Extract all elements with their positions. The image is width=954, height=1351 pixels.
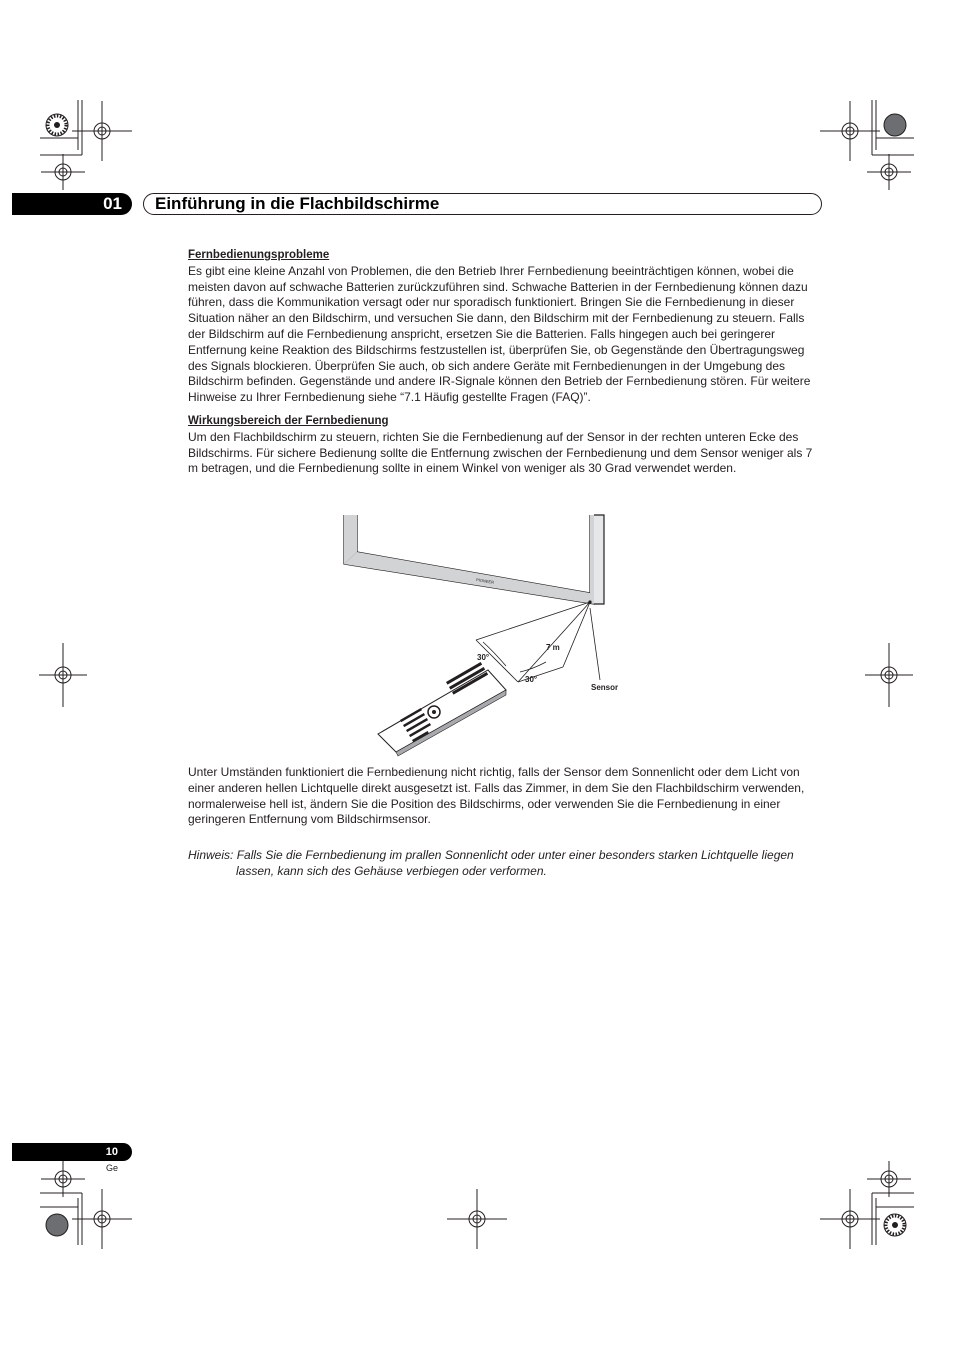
remote-control-illustration [378, 662, 506, 756]
language-code: Ge [106, 1163, 119, 1173]
remote-range-diagram [188, 512, 824, 762]
brand-logo: PIONEER [475, 577, 495, 585]
page-number: 10 [12, 1143, 132, 1161]
sunlight-paragraph: Unter Umständen funktioniert die Fernbedienung nicht richtig, falls der Sensor dem Sonnenlicht oder dem Licht von einer anderen hellen Lichtquelle direkt ausgesetzt ist. Falls das Zimmer, in dem Sie den Flachbildschirm verwenden, normalerweise hell ist, ändern Sie die Position des Bildschirms, oder verwenden Sie die Fernbedienung in einer geringeren Entfernung vom Bildschirmsensor. [188, 765, 805, 827]
note-text: Falls Sie die Fernbedienung im prallen Sonnenlicht oder unter einer besonders starken Lichtquelle liegen lassen, kann sich des Gehäuse verbiegen oder verformen. [236, 848, 794, 878]
angle-label-right: 30° [525, 675, 538, 684]
chapter-number: 01 [12, 193, 132, 215]
main-content [188, 248, 824, 477]
angle-label-left: 30° [477, 653, 490, 662]
chapter-title: Einführung in die Flachbildschirme [155, 194, 440, 213]
sensor-label: Sensor [591, 683, 619, 692]
section-heading-remote-problems: Fernbedienungsprobleme [188, 249, 330, 261]
note-label: Hinweis: [188, 848, 234, 862]
section-body-remote-range: Um den Flachbildschirm zu steuern, richten Sie die Fernbedienung auf der Sensor in der rechten unteren Ecke des Bildschirms. Für sichere Bedienung sollte die Entfernung zwischen der Fernbedienung und dem Sensor weniger als 7 m betragen, und die Fernbedienung sollte in einem Winkel von weniger als 30 Grad verwendet werden. [188, 429, 813, 476]
section-heading-remote-range: Wirkungsbereich der Fernbedienung [188, 414, 389, 427]
note [188, 848, 824, 880]
section-body-remote-problems: Es gibt eine kleine Anzahl von Problemen, die den Betrieb Ihrer Fernbedienung beeinträchtigen können, wobei die meisten davon auf schwache Batterien zurückzuführen sind. Schwache Batterien in der Fernbedienung können dazu führen, dass die Kommunikation versagt oder nur sporadisch funktioniert. Bringen Sie die Fernbedienung in dieser Situation näher an den Bildschirm, und versuchen Sie dann, den Bildschirm mit der Fernbedienung zu steuern. Falls der Bildschirm auf die Fernbedienung anspricht, ersetzen Sie die Batterien. Falls hingegen auch bei geringerer Entfernung keine Reaktion des Bildschirms festzustellen ist, überprüfen Sie, ob Gegenstände den Übertragungsweg des Signals blockieren. Überprüfen Sie auch, ob sich andere Geräte mit Fernbedienungen in der Umgebung des Bildschirm befinden. Gegenstände und andere IR-Signale können den Betrieb der Fernbedienung stören. Für weitere Hinweise zu Ihrer Fernbedienung siehe “7.1 Häufig gestellte Fragen (FAQ)”. [188, 263, 811, 405]
distance-label: 7 m [546, 643, 560, 652]
range-lines [476, 602, 600, 682]
